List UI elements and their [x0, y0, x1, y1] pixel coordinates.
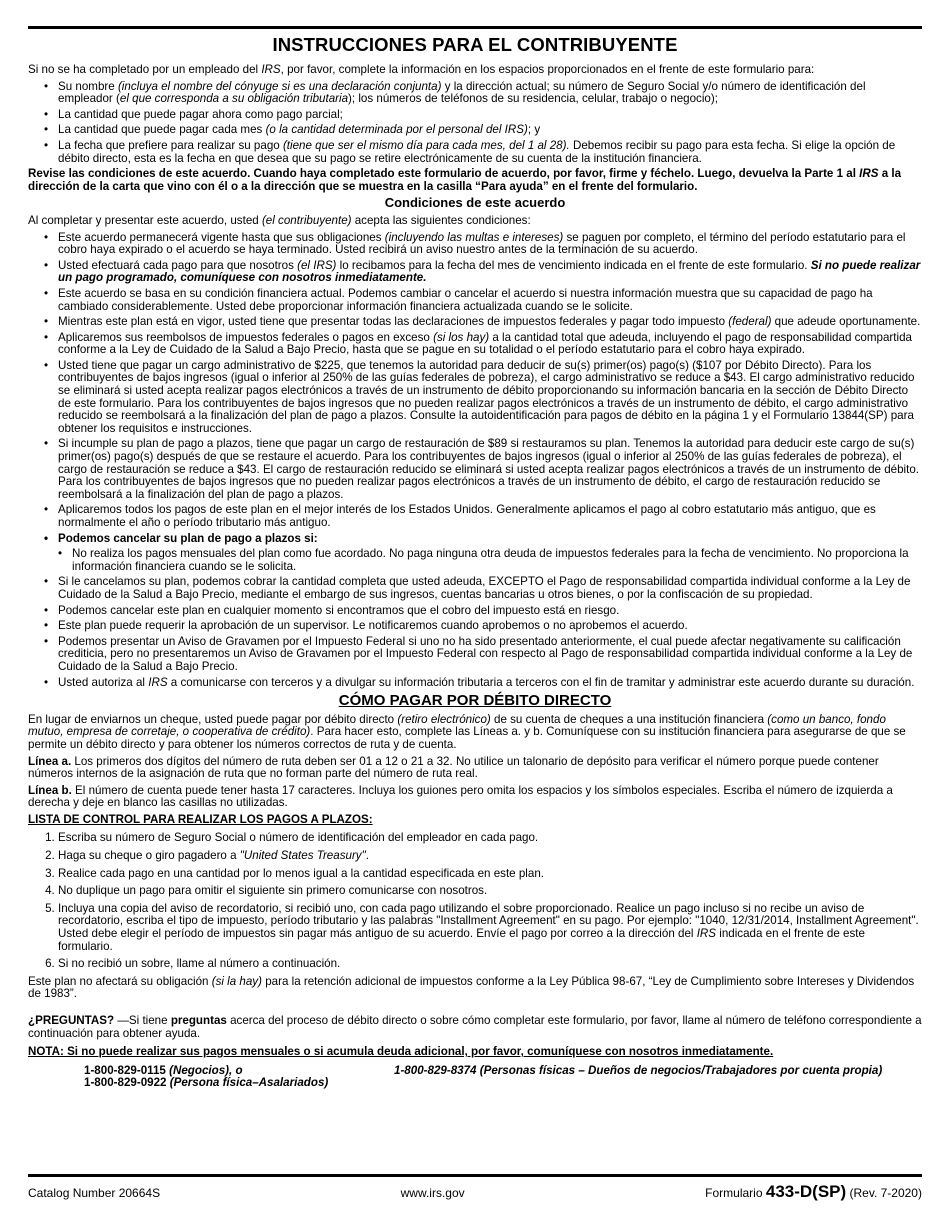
form-identifier: Formulario 433-D(SP) (Rev. 7-2020): [705, 1182, 922, 1201]
list-item: • Usted efectuará cada pago para que nosotros (el IRS) lo recibamos para la fecha del mes de vencimiento indicada en el frente de este formulario. Si no puede realizar un pago programado, comuníquese con nosotros inmediatamente.: [58, 260, 922, 285]
list-item: • No realiza los pagos mensuales del plan como fue acordado. No paga ninguna otra deuda de impuestos federales para la fecha de vencimiento. No proporciona la información financiera cuando se le solicita.: [72, 548, 922, 573]
review-notice: Revise las condiciones de este acuerdo. Cuando haya completado este formulario de acuerdo, por favor, firme y féchelo. Luego, devuelva la Parte 1 al IRS a la dirección de la carta que vino con él o a la dirección que se muestra en la casilla “Para ayuda” en el frente del formulario.: [28, 167, 902, 193]
list-item: • Este acuerdo permanecerá vigente hasta que sus obligaciones (incluyendo las multas e intereses) se paguen por completo, el término del período estatutario para el cobro haya expirado o el acuerdo se haya terminado. Usted recibirá un aviso nuestro antes de la terminación de su acuerdo.: [58, 232, 922, 257]
list-item: • Usted tiene que pagar un cargo administrativo de $225, que tenemos la autoridad para deducir de su(s) primer(os) pago(s) ($107 por Débito Directo). Para los contribuyentes de bajos ingresos (igual o inferior al 250% de las guías federales de pobreza), el cargo administrativo se reduce a $43. El cargo administrativo reducido se eliminará si usted acepta realizar pagos electrónicos a través de un instrumento de débito proporcionando su información bancaria en la sección de Débito Directo de este formulario. Para los contribuyentes de bajos ingresos que no pueden realizar pagos electrónicos a través de un instrumento de débito, el cargo administrativo reducido se reembolsará a la finalización del plan de pago a plazos. Consulte la autoidentificación para pagos de débito en la página 1 y el Formulario 13844(SP) para obtener los requisitos e instrucciones.: [58, 360, 922, 436]
list-item: 5. Incluya una copia del aviso de recordatorio, si recibió uno, con cada pago utilizando el sobre proporcionado. Realice un pago incluso si no recibe un aviso de recordatorio, escriba el tipo de impuesto, período tributario y las palabras "Installment Agreement" en su pago. Por ejemplo: "1040, 12/31/2014, Installment Agreement". Usted debe elegir el período de impuestos sin pagar más antiguo de su acuerdo. Envíe el pago por correo a la dirección del IRS indicada en el frente de este formulario.: [58, 903, 922, 953]
direct-debit-paragraph: En lugar de enviarnos un cheque, usted puede pagar por débito directo (retiro electrónico) de su cuenta de cheques a una institución financiera (como un banco, fondo mutuo, empresa de corretaje, o cooperativa de crédito). Para hacer esto, complete las Líneas a. y b. Comuníquese con su institución financiera para asegurarse de que se permite un débito directo y para obtener los números correctos de ruta y de cuenta.: [28, 712, 906, 751]
list-item: • Si le cancelamos su plan, podemos cobrar la cantidad completa que usted adeuda, EXCEPTO el Pago de responsabilidad compartida individual conforme a la Ley de Cuidado de la Salud a Bajo Precio, mediante el embargo de sus ingresos, cuentas bancarias u otros bienes, o por la confiscación de su propiedad.: [58, 576, 922, 601]
list-item: • Podemos cancelar su plan de pago a plazos si:: [58, 533, 922, 546]
list-item: 2. Haga su cheque o giro pagadero a "United States Treasury".: [58, 850, 922, 863]
conditions-intro: Al completar y presentar este acuerdo, usted (el contribuyente) acepta las siguientes condiciones:: [28, 213, 531, 227]
info-list: [28, 81, 922, 166]
catalog-number: Catalog Number 20664S: [28, 1186, 161, 1200]
direct-debit-heading: CÓMO PAGAR POR DÉBITO DIRECTO: [338, 692, 612, 710]
list-item: • La cantidad que puede pagar ahora como pago parcial;: [58, 109, 922, 122]
list-item: • Mientras este plan está en vigor, usted tiene que presentar todas las declaraciones de impuestos federales y pagar todo impuesto (federal) que adeude oportunamente.: [58, 316, 922, 329]
list-item: • Si incumple su plan de pago a plazos, tiene que pagar un cargo de restauración de $89 si restauramos su plan. Tenemos la autoridad para deducir este cargo de su(s) primer(os) pago(s) después de que se restaure el acuerdo. Para los contribuyentes de bajos ingresos (igual o inferior al 250% de las guías federales de pobreza), el cargo de restauración se reduce a $43. El cargo de restauración reducido se eliminará si usted acepta realizar pagos electrónicos a través de un instrumento de débito. Para los contribuyentes de bajos ingresos que no pueden realizar pagos electrónicos a través de un instrumento de débito, el cargo de restauración reducido se reembolsará a la finalización del plan de pago a plazos.: [58, 438, 922, 501]
line-a-instructions: Línea a. Los primeros dos dígitos del número de ruta deben ser 01 a 12 o 21 a 32. No utilice un talonario de depósito para verificar el número porque puede contener números internos de la asignación de ruta que no forman parte del número de ruta real.: [28, 754, 879, 781]
line-b-instructions: Línea b. El número de cuenta puede tener hasta 17 caracteres. Incluya los guiones pero omita los espacios y los símbolos especiales. Escriba el número de izquierda a derecha y deje en blanco las casillas no utilizadas.: [28, 783, 893, 810]
nota-notice: NOTA: Si no puede realizar sus pagos mensuales o si acumula deuda adicional, por favor, comuníquese con nosotros inmediatamente.: [28, 1045, 774, 1059]
list-item: 4. No duplique un pago para omitir el siguiente sin primero comunicarse con nosotros.: [58, 885, 922, 898]
questions-paragraph: ¿PREGUNTAS? —Si tiene preguntas acerca del proceso de débito directo o sobre cómo completar este formulario, por favor, llame al número de teléfono correspondiente a continuación para obtener ayuda.: [28, 1014, 922, 1040]
conditions-list: [28, 232, 922, 546]
instructions-body: [28, 64, 922, 1090]
website-link[interactable]: www.irs.gov: [400, 1186, 465, 1200]
list-item: 1. Escriba su número de Seguro Social o número de identificación del empleador en cada pago.: [58, 832, 922, 845]
individual-wage-phone: 1-800-829-0922 (Persona física–Asalariados): [84, 1076, 329, 1090]
list-item: • Aplicaremos todos los pagos de este plan en el mejor interés de los Estados Unidos. Generalmente aplicamos el pago al cobro estatutario más antiguo, que es normalmente el año o período tributario más antiguo.: [58, 504, 922, 529]
conditions-heading: Condiciones de este acuerdo: [384, 195, 566, 211]
page-footer: [28, 1182, 922, 1202]
list-item: • Este plan puede requerir la aprobación de un supervisor. Le notificaremos cuando aprobemos o no aprobemos el acuerdo.: [58, 620, 922, 633]
list-item: 6. Si no recibió un sobre, llame al número a continuación.: [58, 958, 922, 971]
top-rule: [28, 26, 922, 29]
law-note: Este plan no afectará su obligación (si la hay) para la retención adicional de impuestos conforme a la Ley Pública 98-67, “Ley de Cumplimiento sobre Intereses y Dividendos de 1983”.: [28, 974, 915, 1001]
checklist: [28, 832, 922, 970]
list-item: • Podemos presentar un Aviso de Gravamen por el Impuesto Federal si uno no ha sido presentado anteriormente, el cual puede afectar negativamente su calificación crediticia, pero no presentaremos un Aviso de Gravamen por el Impuesto Federal con respecto al Pago de responsabilidad compartida individual conforme a la Ley de Cuidado de la Salud a Bajo Precio.: [58, 636, 922, 674]
checklist-heading: LISTA DE CONTROL PARA REALIZAR LOS PAGOS A PLAZOS:: [28, 812, 373, 826]
list-item: • La cantidad que puede pagar cada mes (o la cantidad determinada por el personal del IRS); y: [58, 124, 922, 137]
bottom-rule: [28, 1174, 922, 1177]
list-item: • Su nombre (incluya el nombre del cónyuge si es una declaración conjunta) y la dirección actual; su número de Seguro Social y/o número de identificación del empleador (el que corresponda a su obligación tributaria); los números de teléfonos de su residencia, celular, trabajo o negocio);: [58, 81, 922, 106]
cancel-reasons-list: [28, 548, 922, 573]
list-item: 3. Realice cada pago en una cantidad por lo menos igual a la cantidad especificada en este plan.: [58, 868, 922, 881]
business-phone: 1-800-829-0115 (Negocios), o: [84, 1063, 243, 1077]
list-item: • Podemos cancelar este plan en cualquier momento si encontramos que el cobro del impuesto está en riesgo.: [58, 605, 922, 618]
page-title: INSTRUCCIONES PARA EL CONTRIBUYENTE: [272, 34, 678, 55]
list-item: • Usted autoriza al IRS a comunicarse con terceros y a divulgar su información tributaria a terceros con el fin de tramitar y administrar este acuerdo durante su duración.: [58, 677, 922, 690]
self-employed-phone: 1-800-829-8374 (Personas físicas – Dueños de negocios/Trabajadores por cuenta propia): [394, 1063, 883, 1077]
list-item: • La fecha que prefiere para realizar su pago (tiene que ser el mismo día para cada mes, del 1 al 28). Debemos recibir su pago para esta fecha. Si elige la opción de débito directo, esta es la fecha en que desea que su pago se retire electrónicamente de su cuenta de la institución financiera.: [58, 140, 922, 165]
list-item: • Aplicaremos sus reembolsos de impuestos federales o pagos en exceso (si los hay) a la cantidad total que adeuda, incluyendo el pago de responsabilidad compartida conforme a la Ley de Cuidado de la Salud a Bajo Precio, hasta que se pague en su totalidad o el período estatutario para el cobro haya expirado.: [58, 332, 922, 357]
intro-paragraph: Si no se ha completado por un empleado del IRS, por favor, complete la información en los espacios proporcionados en el frente de este formulario para:: [28, 63, 815, 76]
list-item: • Este acuerdo se basa en su condición financiera actual. Podemos cambiar o cancelar el acuerdo si nuestra información muestra que su capacidad de pago ha cambiado considerablemente. Usted debe proporcionar información financiera actualizada cuando se le solicite.: [58, 288, 922, 313]
phone-numbers: [84, 1065, 922, 1090]
conditions-list-continued: [28, 576, 922, 689]
